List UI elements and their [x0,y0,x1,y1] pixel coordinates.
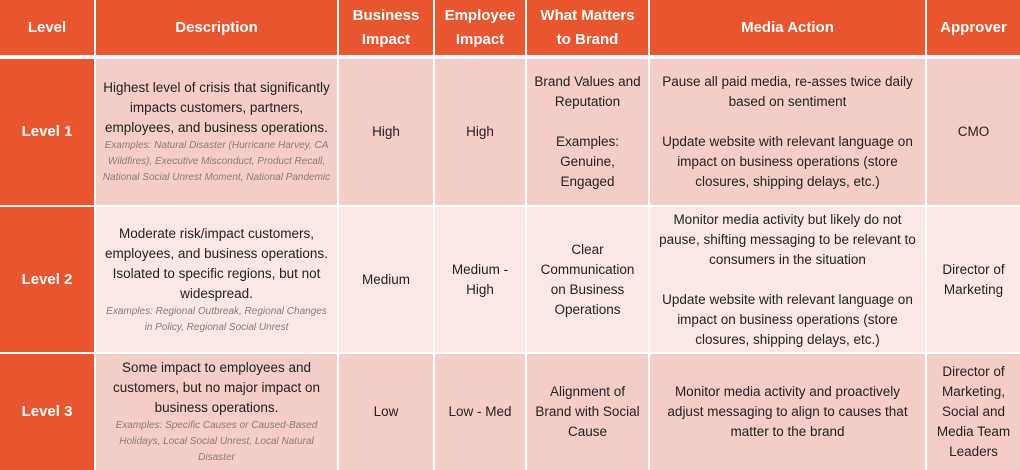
level-1-description-cell [96,59,337,207]
level-2-examples: Examples: Regional Outbreak, Regional Changes in Policy, Regional Social Unrest [106,305,327,333]
level-3-approver: Director of Marketing, Social and Media Team Leaders [927,354,1020,470]
level-2-approver: Director of Marketing [927,207,1020,354]
level-2-label: Level 2 [0,207,94,354]
header-what-matters: What Matters to Brand [527,0,648,55]
level-3-business-impact: Low [339,354,433,470]
header-media-action: Media Action [650,0,925,55]
level-1-media-action-pause: Pause all paid media, re-asses twice daily based on sentiment [662,74,913,109]
level-1-description: Highest level of crisis that significantly impacts customers, partners, employees, and business operations. [103,80,330,135]
header-approver: Approver [927,0,1020,55]
level-3-media-action: Monitor media activity and proactively adjust messaging to align to causes that matter to the brand [650,354,925,470]
level-1-what-matters-examples: Examples: Genuine, Engaged [555,134,620,189]
level-3-what-matters: Alignment of Brand with Social Cause [527,354,648,470]
level-1-media-action-website: Update website with relevant language on impact on business operations (store closures, shipping delays, etc.) [662,134,913,189]
level-2-business-impact: Medium [339,207,433,354]
level-1-what-matters-cell [527,59,648,207]
level-2-description: Moderate risk/impact customers, employees, and business operations. Isolated to specific regions, but not widespread. [105,225,328,301]
header-employee-impact: Employee Impact [435,0,525,55]
header-description: Description [96,0,337,55]
level-2-media-action-cell [650,207,925,354]
level-2-media-action-monitor: Monitor media activity but likely do not pause, shifting messaging to be relevant to consumers in the situation [659,211,916,267]
level-2-what-matters: Clear Communication on Business Operations [527,207,648,354]
level-1-media-action-cell [650,59,925,207]
level-3-employee-impact: Low - Med [435,354,525,470]
level-3-description: Some impact to employees and customers, but no major impact on business operations. [112,360,321,415]
header-business-impact: Business Impact [339,0,433,55]
level-2-description-cell [96,207,337,354]
header-level: Level [0,0,94,55]
level-2-media-action-website: Update website with relevant language on impact on business operations (store closures, shipping delays, etc.) [662,291,913,347]
level-1-business-impact: High [339,59,433,207]
level-1-employee-impact: High [435,59,525,207]
level-1-approver: CMO [927,59,1020,207]
level-1-what-matters: Brand Values and Reputation [534,74,641,109]
level-1-examples: Examples: Natural Disaster (Hurricane Harvey, CA Wildfires), Executive Misconduct, Product Recall, National Social Unrest Moment, National Pandemic [102,140,331,183]
level-1-label: Level 1 [0,59,94,207]
level-3-description-cell [96,354,337,470]
level-3-examples: Examples: Specific Causes or Caused-Based Holidays, Local Social Unrest, Local Natural Disaster [115,420,318,463]
level-3-label: Level 3 [0,354,94,470]
level-2-employee-impact: Medium - High [435,207,525,354]
